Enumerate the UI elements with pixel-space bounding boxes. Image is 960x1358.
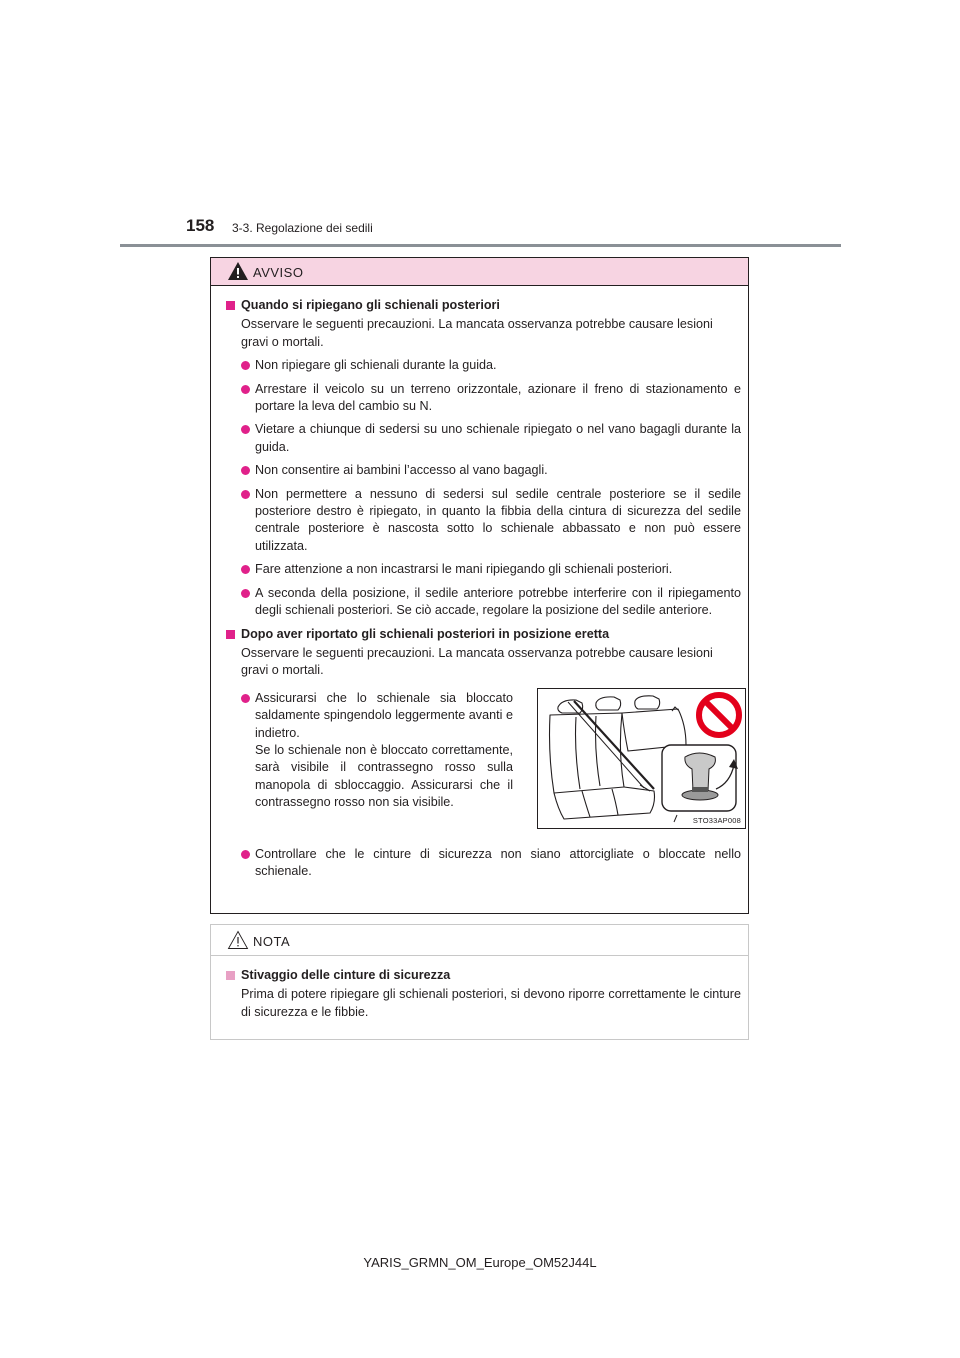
bullet-dot-icon <box>241 466 250 475</box>
caution-triangle-outline-icon <box>227 930 249 950</box>
list-item-text: Assicurarsi che lo schienale sia bloccato saldamente spingendolo leggermente avanti e indietro. Se lo schienale non è bloccato correttamente, sarà visibile il contrassegno rosso sulla manopola di sbloccaggio. Assicurarsi che il contrassegno rosso non sia visibile. <box>255 690 513 810</box>
bullet-dot-icon <box>241 589 250 598</box>
note-section-heading <box>225 967 741 984</box>
note-text: Prima di potere ripiegare gli schienali posteriori, si devono riporre correttamente le cinture di sicurezza e le fibbie. <box>241 987 741 1019</box>
figure-row <box>225 690 741 842</box>
rear-seat-illustration <box>537 688 746 829</box>
bullet-dot-icon <box>241 694 250 703</box>
heading-text: Dopo aver riportato gli schienali posteriori in posizione eretta <box>241 626 610 641</box>
bullet-dot-icon <box>241 850 250 859</box>
section-title: 3-3. Regolazione dei sedili <box>232 221 373 235</box>
list-item-text: Non permettere a nessuno di sedersi sul sedile centrale posteriore se il sedile posteriore destro è ripiegato, in quanto la fibbia della cintura di sicurezza del sedile centrale posteriore è nascosta sotto lo schienale abbassato e non può essere utilizzata. <box>255 486 741 553</box>
list-item-text: A seconda della posizione, il sedile anteriore potrebbe interferire con il ripiegamento degli schienali posteriori. Se ciò accade, regolare la posizione del sedile anteriore. <box>255 585 741 618</box>
square-bullet-icon <box>226 630 235 639</box>
square-bullet-icon <box>226 301 235 310</box>
list-item <box>225 381 741 416</box>
warning-title: AVVISO <box>253 265 304 280</box>
warning-intro-2: Osservare le seguenti precauzioni. La mancata osservanza potrebbe causare lesioni gravi o mortali. <box>241 645 713 678</box>
footer-code: YARIS_GRMN_OM_Europe_OM52J44L <box>363 1255 597 1270</box>
list-item-text: Controllare che le cinture di sicurezza non siano attorcigliate o bloccate nello schienale. <box>255 846 741 879</box>
list-item <box>225 561 741 578</box>
list-item-text: Arrestare il veicolo su un terreno orizzontale, azionare il freno di stazionamento e portare la leva del cambio su N. <box>255 381 741 414</box>
list-item <box>225 846 741 881</box>
note-header <box>211 925 748 956</box>
list-item-text: Non ripiegare gli schienali durante la guida. <box>255 358 497 373</box>
bullet-dot-icon <box>241 361 250 370</box>
warning-intro-1: Osservare le seguenti precauzioni. La mancata osservanza potrebbe causare lesioni gravi o mortali. <box>241 317 713 349</box>
warning-section-heading-1 <box>225 297 741 314</box>
prohibition-icon <box>699 695 739 735</box>
list-item <box>225 357 741 374</box>
list-item <box>225 486 741 556</box>
warning-box <box>210 257 749 914</box>
warning-triangle-icon <box>227 261 249 281</box>
bullet-dot-icon <box>241 565 250 574</box>
page-number: 158 <box>186 216 215 235</box>
note-body <box>211 956 748 1021</box>
rear-seat-drawing <box>538 689 745 828</box>
bullet-dot-icon <box>241 425 250 434</box>
warning-section-heading-2 <box>225 626 741 643</box>
heading-text: Stivaggio delle cinture di sicurezza <box>241 968 451 982</box>
list-item <box>225 585 741 620</box>
list-item-text: Non consentire ai bambini l’accesso al vano bagagli. <box>255 463 548 478</box>
heading-text: Quando si ripiegano gli schienali posteriori <box>241 298 500 312</box>
note-box <box>210 924 749 1040</box>
bullet-dot-icon <box>241 490 250 499</box>
warning-body <box>211 286 748 881</box>
list-item <box>225 690 513 812</box>
list-item <box>225 421 741 456</box>
warning-header <box>211 258 748 286</box>
bullet-dot-icon <box>241 385 250 394</box>
header-rule <box>120 244 841 247</box>
figure-code: STO33AP008 <box>692 815 741 825</box>
list-item <box>225 462 741 479</box>
note-title: NOTA <box>253 934 291 949</box>
square-bullet-icon <box>226 971 235 980</box>
list-item-text: Vietare a chiunque di sedersi su uno schienale ripiegato o nel vano bagagli durante la guida. <box>255 422 741 454</box>
list-item-text: Fare attenzione a non incastrarsi le mani ripiegando gli schienali posteriori. <box>255 562 673 577</box>
